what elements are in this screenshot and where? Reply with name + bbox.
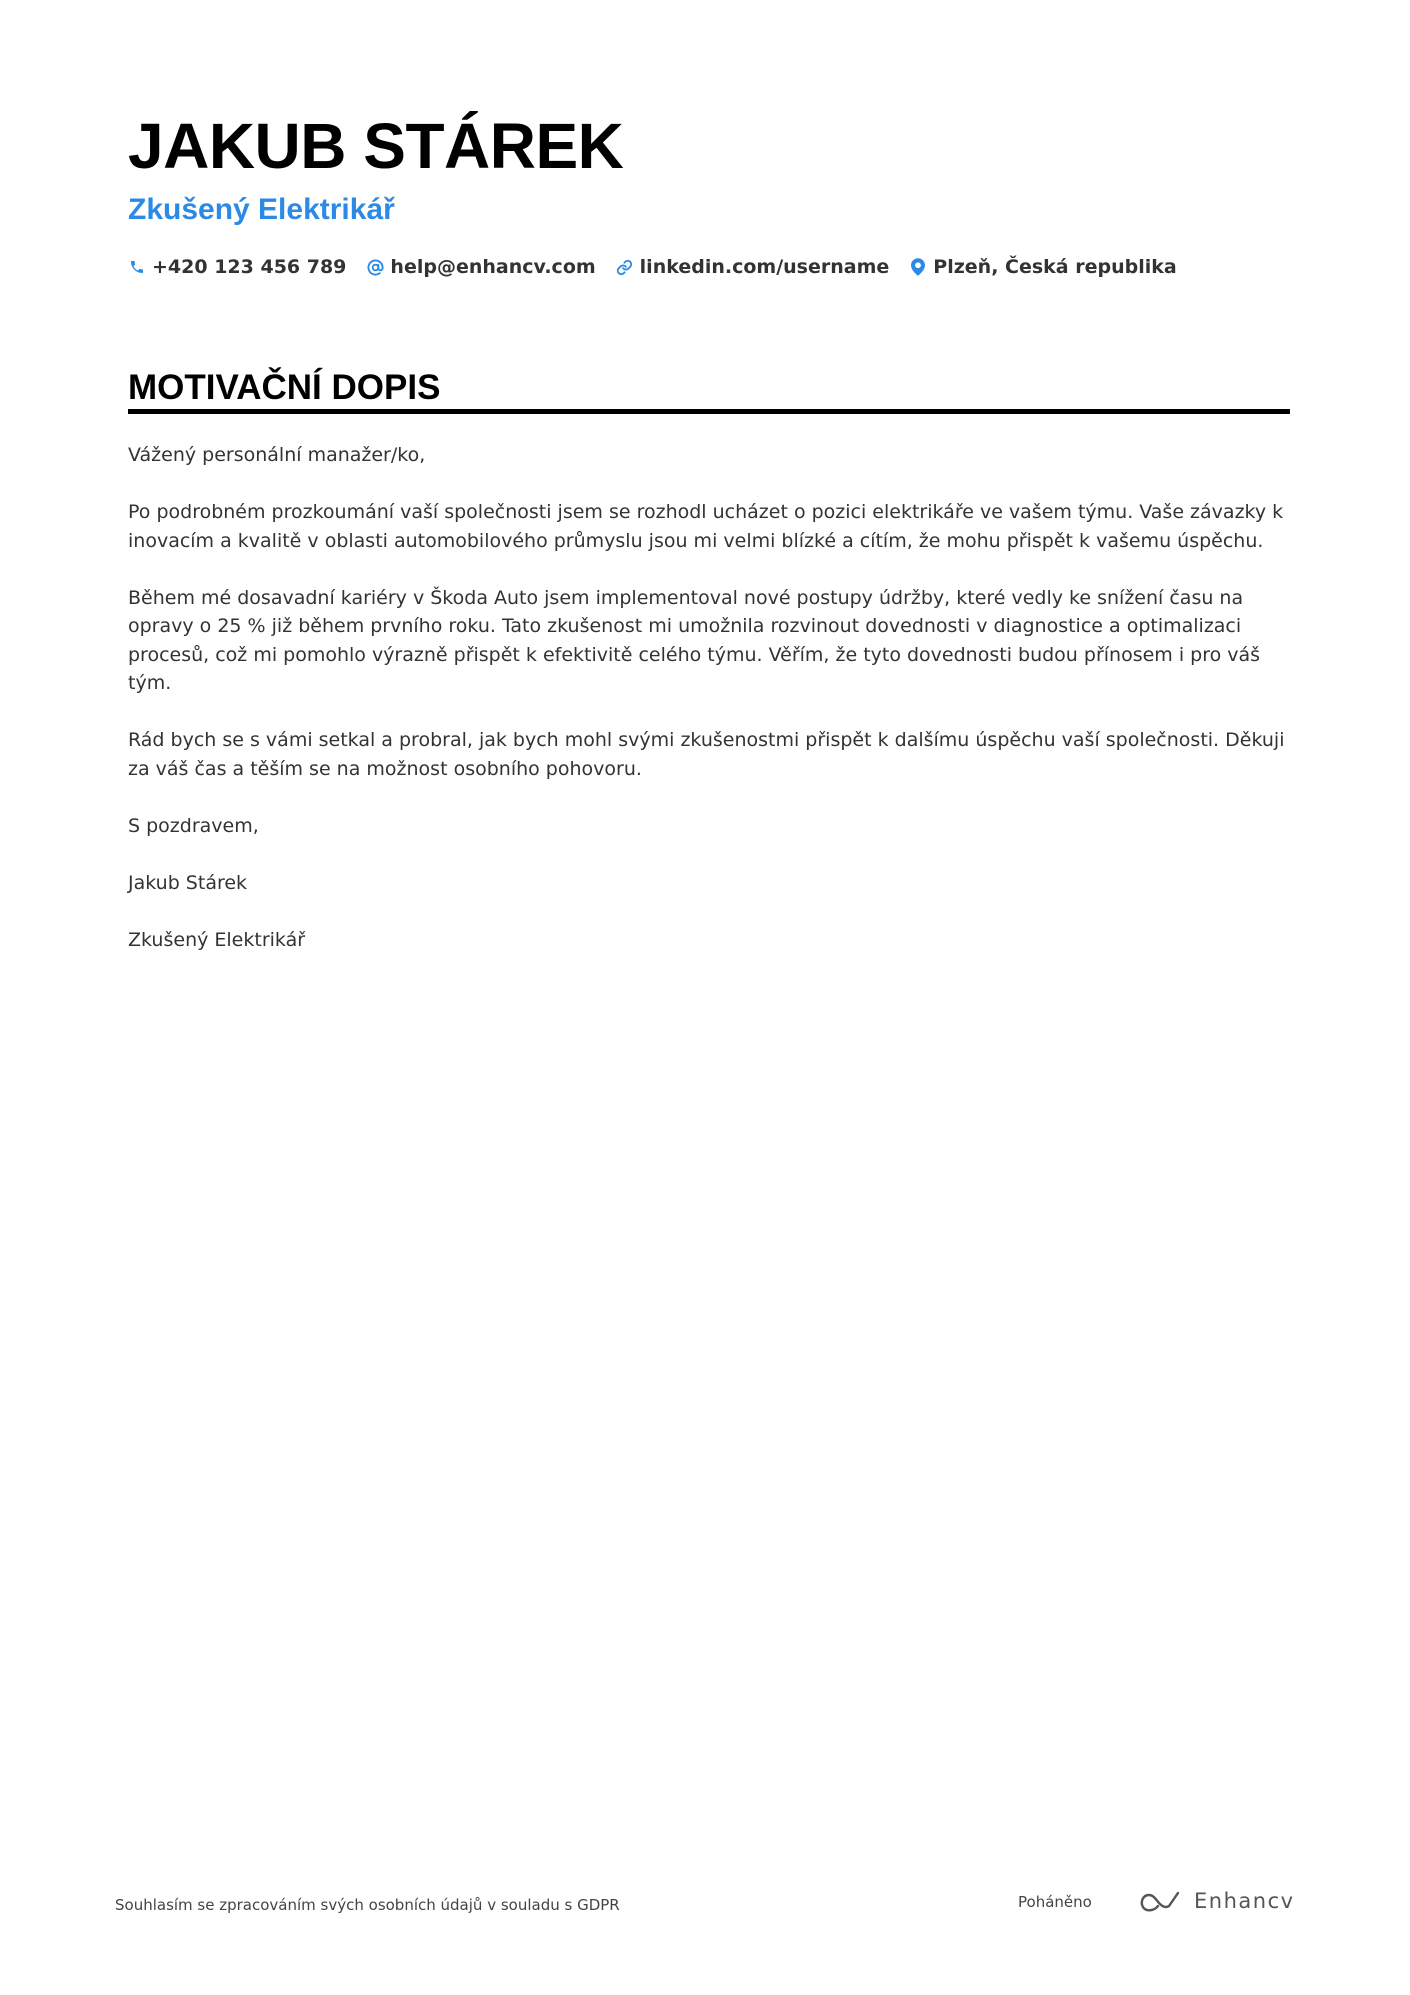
gdpr-consent-note: Souhlasím se zpracováním svých osobních údajů v souladu s GDPR — [115, 1896, 620, 1914]
enhancv-logo-icon — [1138, 1888, 1184, 1914]
letter-paragraph: Rád bych se s vámi setkal a probral, jak bych mohl svými zkušenostmi přispět k dalšímu úspěchu vaší společnosti. Děkuji za váš čas a těším se na možnost osobního pohovoru. — [128, 729, 1285, 780]
section-divider — [128, 409, 1290, 414]
contact-phone-text: +420 123 456 789 — [152, 256, 347, 278]
contact-phone — [128, 253, 346, 281]
signature-title: Zkušený Elektrikář — [128, 928, 306, 951]
contact-location — [909, 253, 1176, 281]
link-icon — [616, 258, 634, 276]
contact-bar — [128, 253, 1197, 281]
letter-closing: S pozdravem, — [128, 814, 259, 837]
candidate-name: JAKUB STÁREK — [128, 110, 624, 182]
enhancv-brand-text: Enhancv — [1194, 1889, 1295, 1913]
phone-icon — [128, 258, 146, 276]
at-icon — [366, 258, 384, 276]
contact-linkedin[interactable] — [616, 253, 890, 281]
contact-email[interactable] — [366, 253, 595, 281]
signature-name: Jakub Stárek — [128, 871, 248, 894]
letter-paragraph: Po podrobném prozkoumání vaší společnosti jsem se rozhodl ucházet o pozici elektrikáře ve vašem týmu. Vaše závazky k inovacím a kvalitě v oblasti automobilového průmyslu jsou mi velmi blízké a cítím, že mohu přispět k vašemu úspěchu. — [128, 501, 1284, 552]
contact-email-text[interactable]: help@enhancv.com — [390, 256, 596, 278]
section-title: MOTIVAČNÍ DOPIS — [128, 368, 441, 407]
location-pin-icon — [909, 258, 927, 276]
enhancv-logo[interactable] — [1138, 1888, 1295, 1914]
powered-by-label: Poháněno — [1018, 1893, 1092, 1911]
letter-body — [128, 441, 1290, 983]
letter-paragraph: Během mé dosavadní kariéry v Škoda Auto jsem implementoval nové postupy údržby, které vedly ke snížení času na opravy o 25 % již během prvního roku. Tato zkušenost mi umožnila rozvinout dovednosti v diagnostice a optimalizaci procesů, což mi pomohlo výrazně přispět k efektivitě celého týmu. Věřím, že tyto dovednosti budou přínosem i pro váš tým. — [128, 586, 1261, 694]
candidate-role: Zkušený Elektrikář — [128, 193, 395, 226]
contact-location-text: Plzeň, Česká republika — [933, 256, 1177, 278]
letter-greeting: Vážený personální manažer/ko, — [128, 444, 426, 466]
contact-linkedin-text[interactable]: linkedin.com/username — [639, 256, 890, 278]
